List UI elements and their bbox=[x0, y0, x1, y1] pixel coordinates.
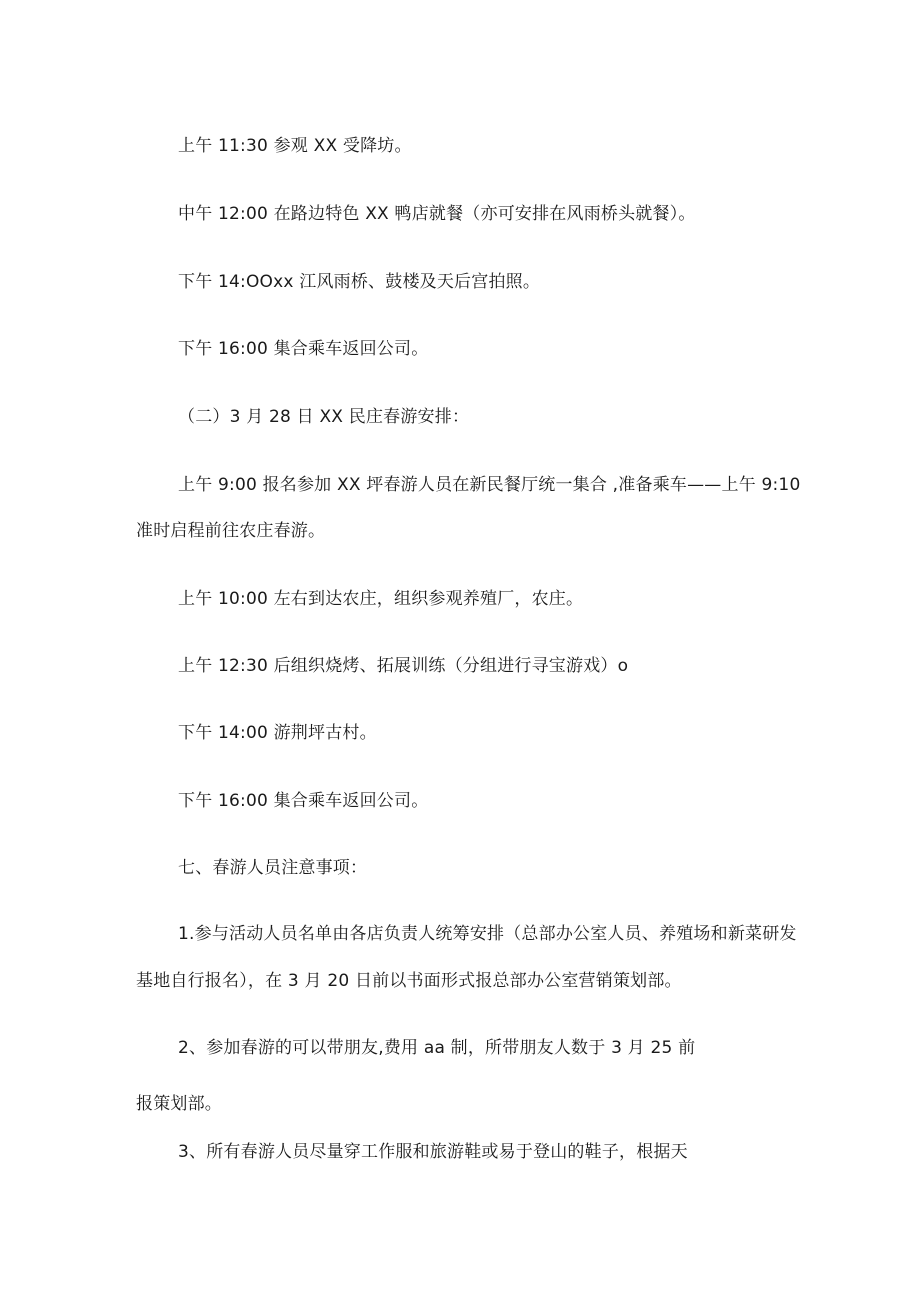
schedule-line-1130: 上午 11:30 参观 XX 受降坊。 bbox=[178, 136, 412, 156]
schedule-line-0900-cont: 准时启程前往农庄春游。 bbox=[136, 521, 326, 541]
schedule-line-1600-day2: 下午 16:00 集合乘车返回公司。 bbox=[178, 791, 429, 811]
schedule-line-1230: 上午 12:30 后组织烧烤、拓展训练（分组进行寻宝游戏）o bbox=[178, 656, 629, 676]
schedule-line-1400: 下午 14:OOxx 江风雨桥、鼓楼及天后宫拍照。 bbox=[178, 272, 541, 292]
schedule-line-0900: 上午 9:00 报名参加 XX 坪春游人员在新民餐厅统一集合 ,准备乘车——上午 9:10 bbox=[178, 475, 801, 495]
note-item-2-cont: 报策划部。 bbox=[136, 1094, 222, 1114]
schedule-line-1400-day2: 下午 14:00 游荆坪古村。 bbox=[178, 723, 377, 743]
schedule-line-1200: 中午 12:00 在路边特色 XX 鸭店就餐（亦可安排在风雨桥头就餐）。 bbox=[178, 204, 696, 224]
section-heading-day2: （二）3 月 28 日 XX 民庄春游安排： bbox=[178, 407, 470, 427]
note-item-2: 2、参加春游的可以带朋友,费用 aa 制，所带朋友人数于 3 月 25 前 bbox=[178, 1038, 696, 1058]
schedule-line-1000: 上午 10:00 左右到达农庄，组织参观养殖厂，农庄。 bbox=[178, 589, 584, 609]
schedule-line-1600: 下午 16:00 集合乘车返回公司。 bbox=[178, 339, 429, 359]
note-item-1: 1.参与活动人员名单由各店负责人统筹安排（总部办公室人员、养殖场和新菜研发 bbox=[178, 924, 797, 944]
section-heading-notes: 七、春游人员注意事项： bbox=[178, 858, 368, 878]
note-item-1-cont: 基地自行报名），在 3 月 20 日前以书面形式报总部办公室营销策划部。 bbox=[136, 971, 682, 991]
note-item-3: 3、所有春游人员尽量穿工作服和旅游鞋或易于登山的鞋子，根据天 bbox=[178, 1142, 688, 1162]
